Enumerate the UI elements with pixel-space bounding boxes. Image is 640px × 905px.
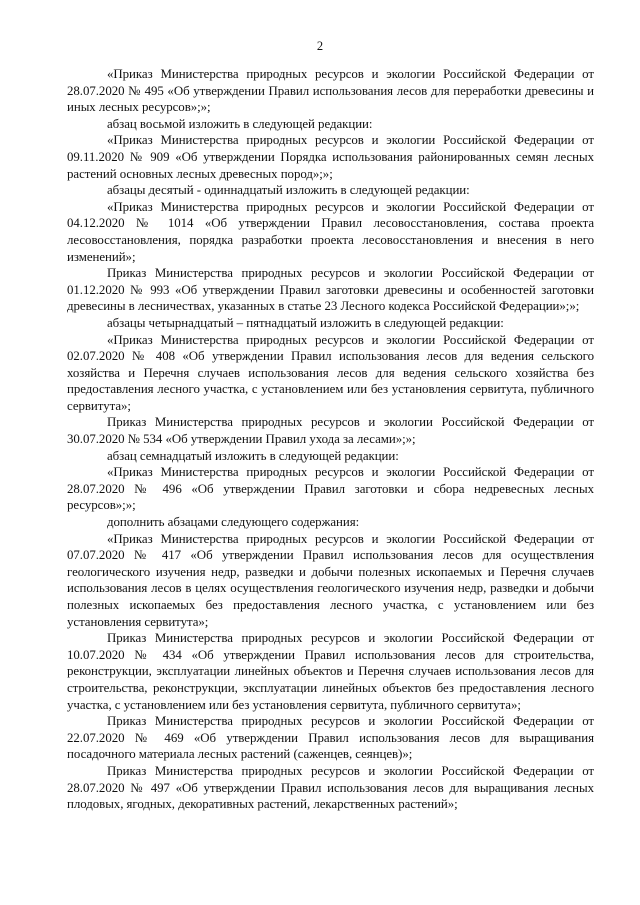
paragraph: абзацы десятый - одиннадцатый изложить в следующей редакции: [107,183,470,198]
paragraph: Приказ Министерства природных ресурсов и экологии Российской Федерации от 01.12.2020 № 993 «Об утверждении Правил заготовки древесины и особенностей заготовки древесины в лесничествах, указанных в статье 23 Лесного кодекса Российской Федерации»;»; [67,266,594,314]
paragraph: «Приказ Министерства природных ресурсов и экологии Российской Федерации от 28.07.2020 № 496 «Об утверждении Правил заготовки и сбора недревесных лесных ресурсов»;»; [67,465,594,513]
paragraph: дополнить абзацами следующего содержания: [107,515,360,530]
paragraph: «Приказ Министерства природных ресурсов и экологии Российской Федерации от 02.07.2020 № 408 «Об утверждении Правил использования лесов для ведения сельского хозяйства и Перечня случаев использования лесов для ведения сельского хозяйства без предоставления лесного участка, с установлением или без установления сервитута, публичного сервитута»; [67,332,594,413]
document-body [67,66,594,813]
paragraph: абзацы четырнадцатый – пятнадцатый изложить в следующей редакции: [107,315,504,330]
paragraph: абзац восьмой изложить в следующей редакции: [107,116,373,131]
paragraph: Приказ Министерства природных ресурсов и экологии Российской Федерации от 10.07.2020 № 434 «Об утверждении Правил использования лесов для строительства, реконструкции, эксплуатации линейных объектов и Перечня случаев использования лесов для строительства, реконструкции, эксплуатации линейных объектов без предоставления лесного участка, с установлением или без установления сервитута, публичного сервитута»; [67,631,594,712]
paragraph: Приказ Министерства природных ресурсов и экологии Российской Федерации от 28.07.2020 № 497 «Об утверждении Правил использования лесов для выращивания лесных плодовых, ягодных, декоративных растений, лекарственных растений»; [67,763,594,812]
paragraph: «Приказ Министерства природных ресурсов и экологии Российской Федерации от 28.07.2020 № 495 «Об утверждении Правил использования лесов для переработки древесины и иных лесных ресурсов»;»; [67,67,594,115]
page-number: 2 [316,39,324,53]
paragraph: Приказ Министерства природных ресурсов и экологии Российской Федерации от 30.07.2020 № 534 «Об утверждении Правил ухода за лесами»;»; [67,415,594,447]
paragraph: «Приказ Министерства природных ресурсов и экологии Российской Федерации от 04.12.2020 № 1014 «Об утверждении Правил лесовосстановления, состава проекта лесовосстановления, порядка разработки проекта лесовосстановления и внесения в него изменений»; [67,199,594,264]
paragraph: «Приказ Министерства природных ресурсов и экологии Российской Федерации от 07.07.2020 № 417 «Об утверждении Правил использования лесов для осуществления геологического изучения недр, разведки и добычи полезных ископаемых и Перечня случаев использования лесов в целях осуществления геологического изучения недр, разведки и добычи полезных ископаемых без предоставления лесного участка, с установлением или без установления сервитута»; [67,531,594,629]
paragraph: абзац семнадцатый изложить в следующей редакции: [107,448,399,463]
paragraph: «Приказ Министерства природных ресурсов и экологии Российской Федерации от 09.11.2020 № 909 «Об утверждении Порядка использования районированных семян лесных растений основных лесных древесных пород»;»; [67,133,594,181]
paragraph: Приказ Министерства природных ресурсов и экологии Российской Федерации от 22.07.2020 № 469 «Об утверждении Правил использования лесов для выращивания посадочного материала лесных растений (саженцев, сеянцев)»; [67,714,594,762]
